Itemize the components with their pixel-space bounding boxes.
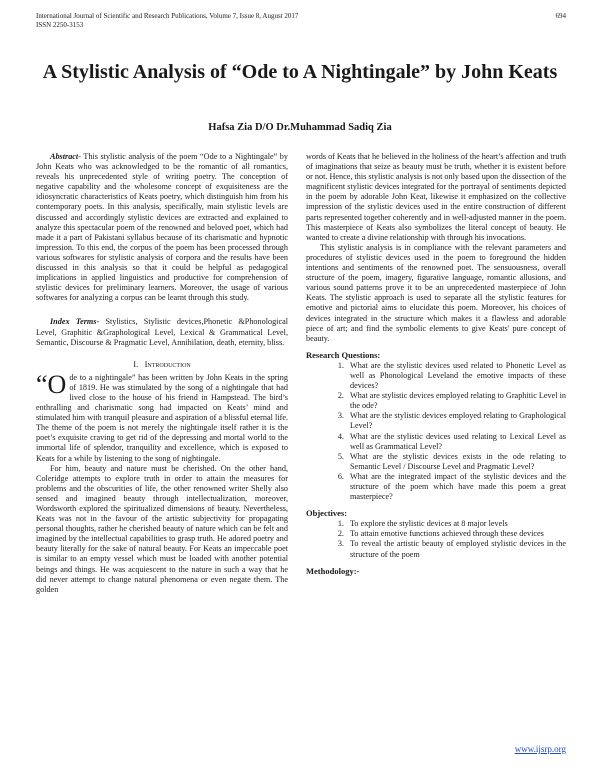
journal-website-link[interactable]: www.ijsrp.org [514,744,566,754]
index-terms [36,317,288,347]
section-heading [36,359,288,369]
abstract-text: This stylistic analysis of the poem “Ode to a Nightingale” by John Keats who was acknowledged to be the romantic of all romantics, reveals his unprecedented style of writing poetry. The conception of negative capability and the wholesome concept of exquisiteness are the idiosyncratic characteristics of Keats poetry, which distinguish him from his contemporary poets. In this analysis, specifically, main stylistic levels are discussed and accordingly stylistic devices are extracted and explained to analyze this spectacular poem of the renowned and beloved poet, which had made it a part of Pakistani syllabus because of its charismatic and hypnotic impression. To this end, the corpus of the poem has been processed through various softwares for stylistic analysis of corpora and the results have been discussed in this analysis so that it could be helpful as pedagogical implications in applied linguistics and productive for comprehension of stylistic devices for preliminary learners. Moreover, the usage of various softwares for analyzing a corpus can be learnt through this study. [36,152,288,303]
left-column [36,152,288,595]
right-paragraph-1: words of Keats that he believed in the holiness of the heart’s affection and truth of imaginations that seize as beauty must be truth, whether it is existent before or not. Hence, this stylistic analysis is not only based upon the dissection of the magnificent stylistic devices integrated for the portrayal of sentiments depicted in the poem by adorable John Keat, likewise it emphasized on the collective impression of the stylistic devices used in the entire construction of different parts represented together coherently and in well-adjusted manner in the poem. This masterpiece of Keats also symbolizes the literal concept of beauty. He wanted to create a divine relationship with through his invocations. [306,152,566,242]
objective: 1. To explore the stylistic devices at 8 major levels [346,519,566,529]
research-question: 1. What are the stylistic devices used related to Phonetic Level as well as Phonological Leveland the emotive impacts of these devices? [346,361,566,391]
journal-name: International Journal of Scientific and Research Publications, Volume 7, Issue 8, August 2017 [36,12,299,20]
section-title: Introduction [144,358,191,369]
intro-paragraph-1-text: de to a nightingale” has been written by John Keats in the spring of 1819. He was stimulated by the song of a nightingale that had lived close to the house of his friend in Hampstead. The bird’s enthralling and charismatic song had impacted on Keats’ mind and stimulated him with tranquil pleasure and aspiration of a blissful eternal life. The theme of the poem is not merely the nightingale itself rather it is the poet’s exquisite craving to get rid of the depressing and mortal world to the immortal life of splendor, tranquility and excellence, which is exposed to Keats for a while by listening to the song of nightingale. [36,372,288,463]
abstract-label: Abstract- [50,152,81,161]
intro-paragraph-1 [36,369,288,464]
research-question: 6. What are the integrated impact of the stylistic devices and the structure of the poem which have made this poem a great masterpiece? [346,472,566,502]
right-paragraph-2: This stylistic analysis is in compliance with the relevant parameters and procedures of stylistic devices used in the poem to foreground the hidden intentions and sentiments of the renowned poet. The sensuousness, overall structure of the poem, imagery, figurative language, romantic allusions, and various sound patterns prove it to be an unprecedented masterpiece of John Keats. The stylistic approach is used to separate all the stylistic features for emotive and pictorial aims to elucidate this poem. Moreover, his choices of devices integrated in the structure which makes it a flawless and adorable piece of art; and find the symbolic elements to give Keats' pure concept of beauty. [306,242,566,343]
objective: 3. To reveal the artistic beauty of employed stylistic devices in the structure of the poem [346,539,566,559]
section-numeral: I. [133,358,139,369]
research-question: 4. What are the stylistic devices used relating to Lexical Level as well as Grammatical Level? [346,432,566,452]
objective: 2. To attain emotive functions achieved through these devices [346,529,566,539]
research-questions-list [306,361,566,502]
index-terms-label: Index Terms- [50,317,100,327]
research-questions-heading: Research Questions: [306,349,381,360]
research-question: 2. What are stylistic devices employed relating to Graphitic Level in the ode? [346,391,566,411]
research-question: 5. What are the stylistic devices exists in the ode relating to Semantic Level / Discourse Level and Pragmatic Level? [346,452,566,472]
paper-title: A Stylistic Analysis of “Ode to A Nightingale” by John Keats [42,61,558,83]
methodology-heading: Methodology:- [306,565,360,576]
intro-paragraph-2: For him, beauty and nature must be cherished. On the other hand, Coleridge attempts to explore truth in order to attain the measures for problems and the obscurities of life, the other renowned writer Shelly also sensed and imagined beauty through intellectualization, moreover, Wordsworth explored the spiritualized dimensions of beauty. Nevertheless, Keats was not in the favour of the artistic subjectivity for propagating personal thoughts, rather he cherished beauty of nature which can be felt and imagined by the intellectual capabilities to grasp truth. He adored poetry and beauty literally for the sake of natural beauty. For Keats an impeccable poet is similar to an empty vessel which must be loaded with another potential beings and things. He was acquiescent to the nature in such a way that he did never attempt to change natural phenomena or even negate them. The golden [36,463,288,594]
drop-cap: “O [36,369,67,399]
objectives-heading: Objectives: [306,508,348,519]
objectives-list [306,519,566,559]
right-column [306,152,566,576]
research-question: 3. What are the stylistic devices employed relating to Graphological Level? [346,411,566,431]
abstract [36,152,288,303]
issn: ISSN 2250-3153 [36,21,84,29]
page-number: 694 [555,12,566,20]
index-terms-text: Stylistics, Stylistic devices,Phonetic &Phonological Level, Graphitic &Graphological Level, Lexical & Grammatical Level, Semantic, Discourse & Pragmatic Level, Annihilation, death, eternity, bliss. [36,317,288,347]
running-head [36,12,298,30]
authors: Hafsa Zia D/O Dr.Muhammad Sadiq Zia [208,122,392,133]
